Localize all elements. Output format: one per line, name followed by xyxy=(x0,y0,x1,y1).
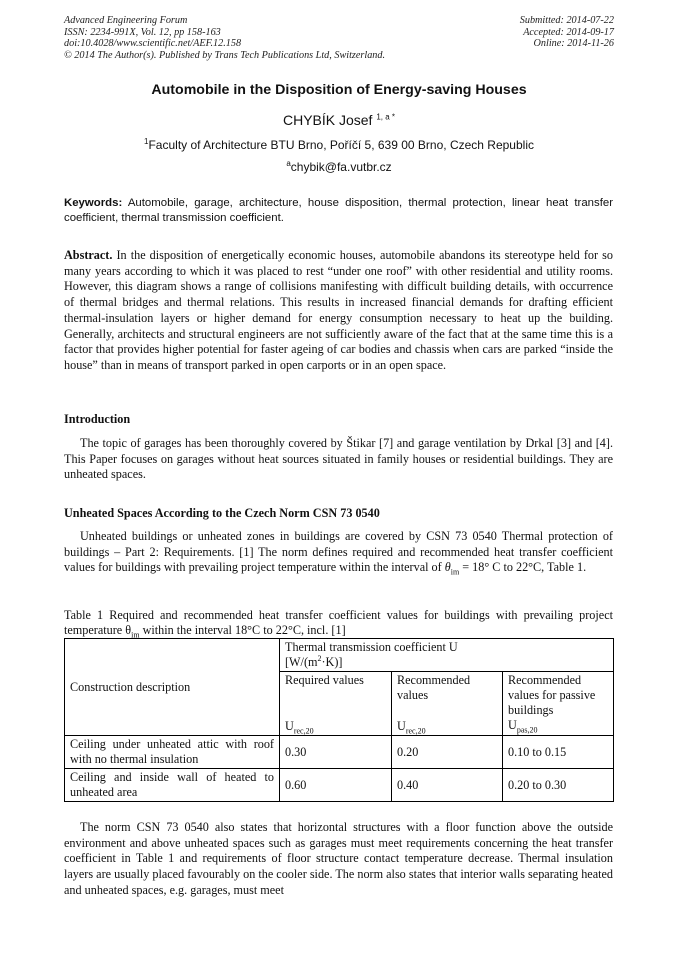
row-required-value: 0.60 xyxy=(280,769,392,802)
caption-subscript: im xyxy=(131,630,140,640)
unheated-text-b: = 18° C to 22°C, Table 1. xyxy=(459,560,587,575)
unheated-spaces-heading: Unheated Spaces According to the Czech Norm CSN 73 0540 xyxy=(64,506,380,520)
author-email xyxy=(0,160,678,174)
row-passive-value: 0.20 to 0.30 xyxy=(503,769,614,802)
required-symbol-sub: rec,20 xyxy=(293,726,314,736)
passive-symbol-sub: pas,20 xyxy=(516,725,538,735)
keywords-label: Keywords: xyxy=(64,197,123,209)
column-group-header xyxy=(280,639,614,672)
row-passive-value: 0.10 to 0.15 xyxy=(503,736,614,769)
recommended-symbol-sub: rec,20 xyxy=(405,726,426,736)
email-text: chybik@fa.vutbr.cz xyxy=(290,160,392,174)
email-superscript: a xyxy=(286,159,291,168)
introduction-heading: Introduction xyxy=(64,412,131,426)
table-caption xyxy=(64,608,613,638)
required-symbol-u: U xyxy=(285,719,294,733)
journal-doi: doi:10.4028/www.scientific.net/AEF.12.158 xyxy=(64,38,242,50)
affiliation-text: Faculty of Architecture BTU Brno, Poříčí 5, 639 00 Brno, Czech Republic xyxy=(148,138,534,152)
table-row xyxy=(65,769,614,802)
abstract-text: In the disposition of energetically economic houses, automobile abandons its stereotype held for so many years according to which it was placed to rest “under one roof” with other residential and utility rooms. However, this diagram shows a range of collisions manifesting with difficult building details, with occurrence of thermal bridges and thermal relations. This results in increased financial demands for drafting efficient thermal-insulation layers or higher demand for energy consumption necessary to heat up the building. Generally, architects and structural engineers are not sufficiently aware of the fact that at the same time this is a factor that provides higher potential for faster ageing of car bodies and chassis when cars are parked “inside the house” than in means of transport parked in open carports or in an open space. xyxy=(64,248,613,372)
passive-label: Recommended values for passive buildings xyxy=(508,673,596,717)
required-symbol xyxy=(285,719,386,734)
passive-symbol xyxy=(508,718,608,733)
table-row xyxy=(65,736,614,769)
row-description: Ceiling under unheated attic with roof with no thermal insulation xyxy=(65,736,280,769)
column-header-recommended xyxy=(392,672,503,736)
paper-title: Automobile in the Disposition of Energy-saving Houses xyxy=(151,82,527,98)
norm-paragraph: The norm CSN 73 0540 also states that horizontal structures with a floor function above the outside environment and above unheated spaces such as garages must meet requirements concerning the heat transfer coefficient in Table 1 and requirements of floor structure contact temperature decrease. Thermal insulation layers are usually placed favourably on the cooler side. The norm also states that interior walls separating heated and unheated spaces, e.g. garages, must meet xyxy=(64,820,613,897)
journal-name: Advanced Engineering Forum xyxy=(64,15,188,26)
row-recommended-value: 0.40 xyxy=(392,769,503,802)
column-header-required xyxy=(280,672,392,736)
abstract-label: Abstract. xyxy=(64,248,113,262)
caption-text-a: Table 1 Required and recommended heat transfer coefficient values for buildings with prevailing project temperature θ xyxy=(64,608,613,637)
accepted-date: Accepted: 2014-09-17 xyxy=(523,26,614,38)
required-label: Required values xyxy=(285,673,364,687)
theta-symbol: θ xyxy=(444,560,451,575)
group-header-unit-c: ·K)] xyxy=(321,655,343,669)
theta-subscript: im xyxy=(450,567,460,577)
publication-dates xyxy=(414,15,614,50)
journal-copyright: © 2014 The Author(s). Published by Trans Tech Publications Ltd, Switzerland. xyxy=(64,49,386,61)
passive-symbol-u: U xyxy=(508,718,517,732)
journal-issn: ISSN: 2234-991X, Vol. 12, pp 158-163 xyxy=(64,26,221,38)
column-header-description: Construction description xyxy=(65,639,280,736)
recommended-symbol-u: U xyxy=(397,719,406,733)
affiliation-superscript: 1 xyxy=(144,137,149,146)
keywords xyxy=(64,196,613,226)
online-date: Online: 2014-11-26 xyxy=(533,38,614,50)
submitted-date: Submitted: 2014-07-22 xyxy=(519,15,614,26)
abstract xyxy=(64,248,613,374)
group-header-unit-sup: 2 xyxy=(317,653,322,663)
coefficient-table xyxy=(64,638,614,802)
author-superscript: 1, a * xyxy=(376,112,396,122)
author-line xyxy=(0,112,678,128)
row-required-value: 0.30 xyxy=(280,736,392,769)
group-header-line-1: Thermal transmission coefficient U xyxy=(285,640,458,654)
author-name: CHYBÍK Josef xyxy=(282,112,373,128)
introduction-paragraph: The topic of garages has been thoroughly covered by Štikar [7] and garage ventilation by Drkal [3] and [4]. This Paper focuses on garages without heat sources situated in family houses or residential buildings. They are unheated spaces. xyxy=(64,436,613,482)
group-header-unit-a: [W/(m xyxy=(285,655,318,669)
column-header-passive xyxy=(503,672,614,736)
table-header-row xyxy=(65,639,614,672)
recommended-label: Recommended values xyxy=(397,673,471,702)
row-recommended-value: 0.20 xyxy=(392,736,503,769)
row-description: Ceiling and inside wall of heated to unheated area xyxy=(65,769,280,802)
caption-text-b: within the interval 18°C to 22°C, incl. [1] xyxy=(139,623,346,637)
unheated-text-a: Unheated buildings or unheated zones in buildings are covered by CSN 73 0540 Thermal protection of buildings – Part 2: Requirements. [1] The norm defines required and recommended heat transfer coefficient values for buildings with prevailing project temperature within the interval of xyxy=(64,529,613,575)
recommended-symbol xyxy=(397,719,497,734)
unheated-spaces-paragraph xyxy=(64,529,613,576)
keywords-text: Automobile, garage, architecture, house disposition, thermal protection, linear heat transfer coefficient, thermal transmission coefficient. xyxy=(64,197,613,224)
affiliation xyxy=(0,138,678,152)
